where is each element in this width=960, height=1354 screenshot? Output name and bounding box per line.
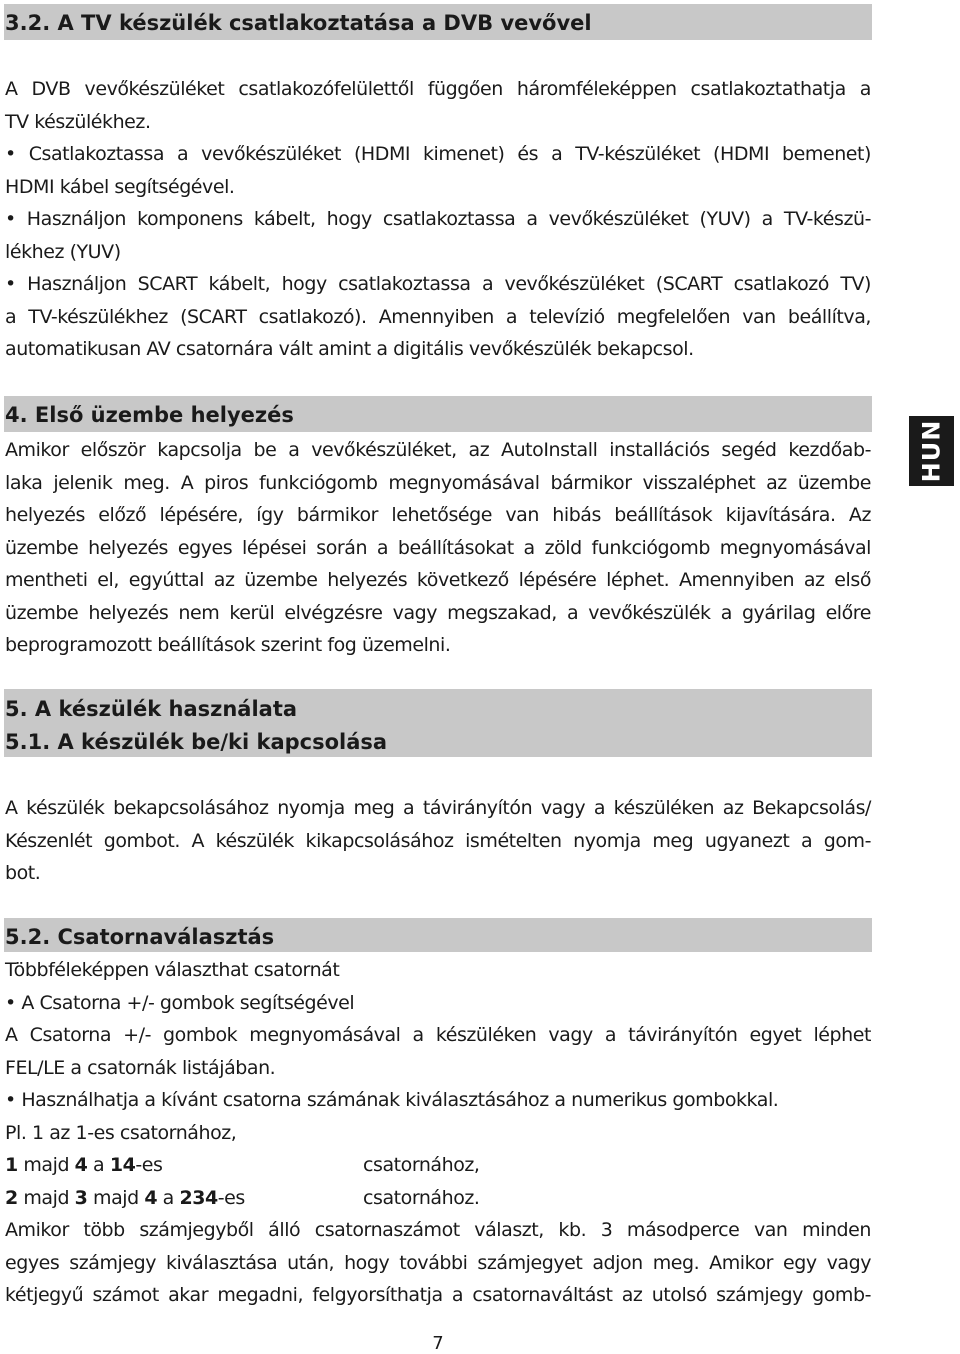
text-line: kétjegyű számot akar megadni, felgyorsíthatja a csatornaváltást az utolsó számjegy gomb- [5,1284,871,1306]
section-5-2-heading: 5.2. Csatornaválasztás [5,925,275,949]
text-line: Pl. 1 az 1-es csatornához, [5,1121,237,1144]
text-line: • Használjon komponens kábelt, hogy csatlakoztassa a vevőkészüléket (YUV) a TV-készü- [5,208,871,230]
text-line: Amikor több számjegyből álló csatornaszámot választ, kb. 3 másodperce van minden [5,1219,871,1241]
example-digit: 4 [74,1154,88,1176]
example-text: -es [217,1186,245,1209]
section-3-2-body [5,73,871,366]
example-digit: 1 [5,1154,18,1176]
example-text: majd [17,1186,75,1209]
text-line: üzembe helyezés nem kerül elvégzésre vagy megszakad, a vevőkészülék a gyárilag előre [5,601,871,624]
language-tab [909,416,954,486]
example-number: 14 [109,1154,136,1176]
text-line: Készenlét gombot. A készülék kikapcsolásához ismételten nyomja meg ugyanezt a gom- [5,829,871,852]
text-line: beprogramozott beállítások szerint fog üzemelni. [5,634,451,656]
text-line: Többféleképpen választhat csatornát [5,959,340,981]
example-digit: 3 [74,1186,88,1209]
example-row-2 [5,1182,871,1215]
example-digit: 4 [144,1186,158,1209]
example-result: csatornához. [363,1186,480,1209]
section-4-heading: 4. Első üzembe helyezés [5,403,294,427]
example-text: a [157,1186,180,1209]
text-line: helyezés előző lépésére, így bármikor lehetősége van hibás beállítások kijavítására. Az [5,504,871,526]
text-line: FEL/LE a csatornák listájában. [5,1056,276,1079]
example-row-1 [5,1149,871,1182]
text-line: TV készülékhez. [5,110,151,133]
text-line: Amikor először kapcsolja be a vevőkészüléket, az AutoInstall installációs segéd kezdőab- [5,439,871,461]
example-text: majd [17,1154,75,1176]
text-line: üzembe helyezés egyes lépései során a beállításokat a zöld funkciógomb megnyomásával [5,536,871,559]
section-3-2-heading: 3.2. A TV készülék csatlakoztatása a DVB vevővel [5,11,592,35]
example-result: csatornához, [363,1154,480,1176]
text-line: • Használjon SCART kábelt, hogy csatlakoztassa a vevőkészüléket (SCART csatlakozó TV) [5,273,871,295]
text-line: laka jelenik meg. A piros funkciógomb megnyomásával bármikor visszaléphet az üzembe [5,471,871,494]
text-line: lékhez (YUV) [5,240,121,263]
text-line: A DVB vevőkészüléket csatlakozófelülettől függően háromféleképpen csatlakoztathatja a [5,78,871,100]
text-line: automatikusan AV csatornára vált amint a digitális vevőkészülék bekapcsol. [5,338,694,360]
example-digit: 2 [5,1186,18,1209]
text-line: a TV-készülékhez (SCART csatlakozó). Amennyiben a televízió megfelelően van beállítva, [5,305,871,328]
text-line: mentheti el, egyúttal az üzembe helyezés következő lépésére léphet. Amennyiben az első [5,569,871,591]
text-line: HDMI kábel segítségével. [5,175,235,198]
section-4-body [5,434,871,662]
example-number: 234 [179,1186,218,1209]
bullet-line: • Használhatja a kívánt csatorna számának kiválasztásához a numerikus gombokkal. [5,1089,779,1111]
section-5-heading: 5. A készülék használata [5,697,298,721]
example-text: majd [87,1186,145,1209]
text-line: A készülék bekapcsolásához nyomja meg a távirányítón vagy a készüléken az Bekapcsolás/ [5,797,871,819]
section-5-1-heading: 5.1. A készülék be/ki kapcsolása [5,730,388,754]
text-line: egyes számjegy kiválasztása után, hogy további számjegyet adjon meg. Amikor egy vagy [5,1251,871,1274]
example-text: -es [135,1154,163,1176]
page-number: 7 [432,1333,444,1354]
language-tab-label: HUN [917,419,946,483]
text-line: • Csatlakoztassa a vevőkészüléket (HDMI kimenet) és a TV-készüléket (HDMI bemenet) [5,143,871,165]
section-5-1-body [5,792,871,890]
text-line: A Csatorna +/- gombok megnyomásával a készüléken vagy a távirányítón egyet léphet [5,1024,871,1046]
text-line: bot. [5,862,41,884]
section-5-2-body [5,954,871,1312]
bullet-line: • A Csatorna +/- gombok segítségével [5,991,355,1014]
example-text: a [87,1154,110,1176]
